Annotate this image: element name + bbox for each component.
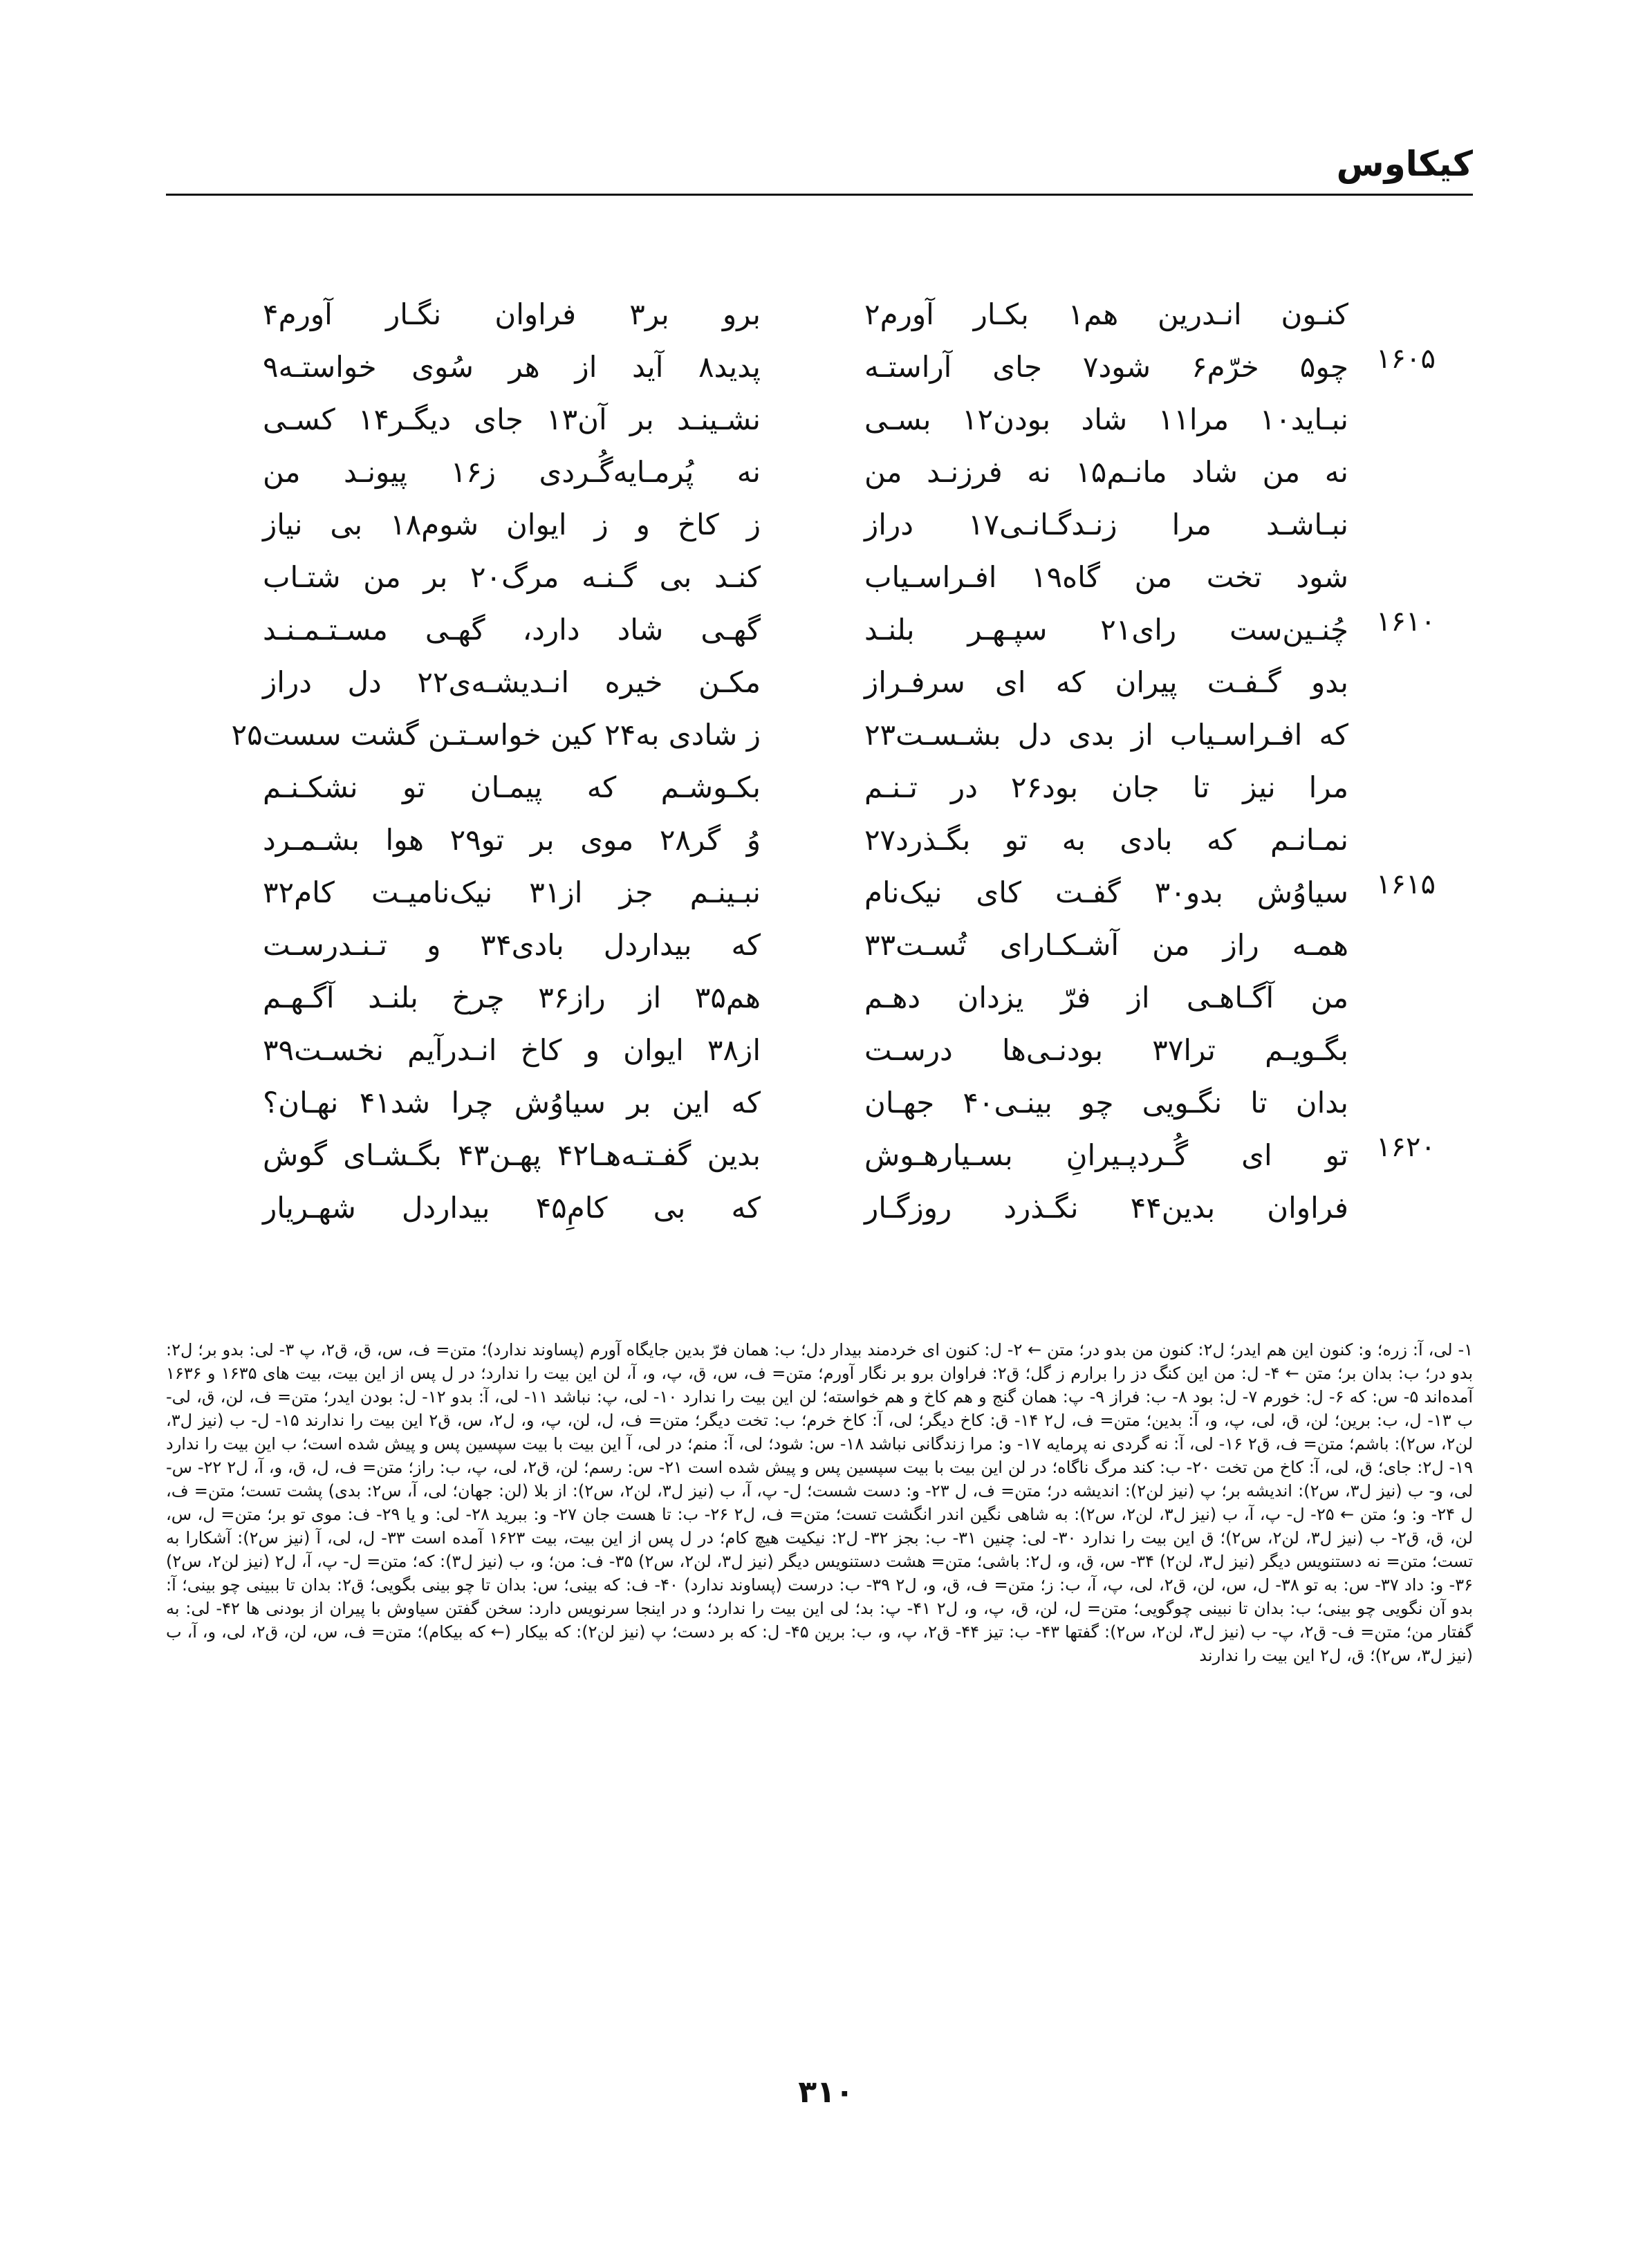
couplet [263,553,1452,602]
chapter-title: کیکاوس [1336,144,1473,184]
first-hemistich: که افـراسـیاب از بدی دل بشـسـت۲۳ [864,718,1348,752]
first-hemistich: نه من شاد مانـم۱۵ نه فرزنـد من [864,455,1348,489]
footnotes-text: ۱- لی، آ: زره؛ و: کنون این هم ایدر؛ ل۲: کنون من بدو در؛ متن ← ۲- ل: کنون ای خردمند بیدار دل؛ ب: همان فرّ بدین جایگاه آورم (پساوند ندارد)؛ متن= ف، س، ق، ق۲، پ ۳- لی: بدو بر؛ ل۲: بدو در؛ ب: بدان بر؛ متن ← ۴- ل: من این کنگ دز را برارم ز گل؛ ق۲: فراوان برو بر نگار آورم؛ متن= ف، س، ق، پ، و، آ، لن این بیت را ندارد؛ در ل پس از این بیت، بیت های ۱۶۳۵ و ۱۶۳۶ آمده‌اند ۵- س: که ۶- ل: خورم ۷- ل: بود ۸- ب: فراز ۹- پ: همان گنج و هم کاخ و هم خواسته؛ لن این بیت را ندارد ۱۰- لی، پ: نباشد ۱۱- لی، آ: بدو ۱۲- ل: بودن ایدر؛ متن= ف، لن، ق، لی- ب ۱۳- ل، ب: برین؛ لن، ق، لی، پ، و، آ: بدین؛ متن= ف، ل۲ ۱۴- ق: کاخ دیگر؛ لی، آ: کاخ خرم؛ ب: تخت دیگر؛ متن= ف، ل، لن، پ، و، ل۲، س، ق۲ این بیت را ندارند ۱۵- ل- ب (نیز ل۳، لن۲، س۲): باشم؛ متن= ف، ق۲ ۱۶- لی، آ: نه گردی نه پرمایه ۱۷- و: مرا زندگانی نباشد ۱۸- س: شود؛ لی، آ: منم؛ در لی، آ این بیت با بیت سپسین پس و پیش شده است؛ ب این بیت را ندارد ۱۹- ل۲: جای؛ ق، لی، آ: کاخ من تخت ۲۰- ب: کند مرگ ناگاه؛ در لن این بیت با بیت سپسین پس و پیش شده است ۲۱- س: رسم؛ لن، ق۲، لی، پ، ب: راز؛ متن= ف، ل، ق، و، آ، ل۲ ۲۲- س- لی، و- ب (نیز ل۳، س۲): اندیشه بر؛ پ (نیز لن۲): اندیشه در؛ متن= ف، ل ۲۳- و: دست شست؛ ل- پ، آ، ب (نیز ل۳، لن۲، س۲): از بلا (لن: جهان؛ لی، آ، س۲: بدی) پشت تست؛ متن= ف، ل ۲۴- و: و؛ متن ← ۲۵- ل- پ، آ، ب (نیز ل۳، لن۲، س۲): به شاهی نگین اندر انگشت تست؛ متن= ف، ل۲ ۲۶- ب: تا هست جان ۲۷- و: ببرید ۲۸- لی: و یا ۲۹- ف: موی تو بر؛ متن= ل، س، لن، ق، ق۲- ب (نیز ل۳، لن۲، س۲)؛ ق این بیت را ندارد ۳۰- لی: چنین ۳۱- ب: بجز ۳۲- ل۲: نیکیت هیچ کام؛ در ل پس از این بیت، بیت ۱۶۲۳ آمده است ۳۳- ل، لی، آ (نیز س۲): آشکارا به تست؛ متن= نه دستنویس دیگر (نیز ل۳، لن۲) ۳۴- س، ق، و، ل۲: باشی؛ متن= هشت دستنویس دیگر (نیز ل۳، لن۲، س۲) ۳۵- ف: من؛ و، ب (نیز ل۳): که؛ متن= ل- پ، آ، ل۲ (نیز لن۲، س۲) ۳۶- و: داد ۳۷- س: به تو ۳۸- ل، س، لن، ق۲، لی، پ، آ، ب: ز؛ متن= ف، ق، و، ل۲ ۳۹- ب: درست (پساوند ندارد) ۴۰- ف: که بینی؛ س: بدان تا چو بینی بگویی؛ ق۲: بدان تا ببینی چو بینی؛ آ: بدو آن نگویی چو بینی؛ ب: بدان تا نبینی چوگویی؛ متن= ل، لن، ق، پ، و، ل۲ ۴۱- پ: بد؛ لی این بیت را ندارد؛ و در اینجا سرنویس دارد: سخن گفتن سیاوش با پیران از بودنی ها ۴۲- لی: به گفتار من؛ متن= ف- ق۲، پ- ب (نیز ل۳، لن۲، س۲): گفتها ۴۳- ب: تیز ۴۴- ق۲، پ، و، ب: برین ۴۵- ل: که بر دست؛ پ (نیز لن۲): که بیکار (← که بیکام)؛ متن= ف، س، لن، ق۲، لی، و، آ، ب (نیز ل۳، س۲)؛ ق، ل۲ این بیت را ندارند [166,1340,1474,1665]
verse-number: ۱۶۱۵ [1376,869,1436,900]
second-hemistich: بکـوشـم که پیمـان تو نشکـنـم [263,770,761,804]
first-hemistich: نمـانـم که بادی به تو بگـذرد۲۷ [864,823,1348,857]
couplet [263,448,1452,496]
first-hemistich: بدو گـفـت پیران که ای سرفـراز [864,665,1348,699]
couplet [263,290,1452,339]
couplet [263,658,1452,707]
second-hemistich: نشـینـد بر آن۱۳ جای دیگـر۱۴ کسـی [263,402,761,436]
second-hemistich: نه پُرمـایه‌گُـردی ز۱۶ پیونـد من [263,455,761,489]
second-hemistich: بدین گفـتـه‌هـا۴۲ پهـن۴۳ بگـشـای گوش [263,1138,761,1172]
first-hemistich: همـه راز من آشـکـارای تُسـت۳۳ [864,928,1348,962]
second-hemistich: کنـد بی گـنـه مرگ۲۰ بر من شتـاب [263,560,761,594]
verse-number: ۱۶۲۰ [1376,1131,1436,1163]
first-hemistich: نبـاید۱۰ مرا۱۱ شاد بودن۱۲ بسـی [864,402,1348,436]
verse-number: ۱۶۱۰ [1376,606,1436,638]
second-hemistich: پدید۸ آید از هر سُوی خواستـه۹ [263,350,761,384]
first-hemistich: شود تخت من گاه۱۹ افـراسـیاب [864,560,1349,594]
first-hemistich: فراوان بدین۴۴ نگـذرد روزگـار [864,1191,1348,1225]
first-hemistich: تو ای گُـردپـیرانِ بسـیارهـوش [864,1138,1348,1172]
second-hemistich: ز شادی به۲۴ کین خواسـتـن گشت سست۲۵ [231,718,761,752]
first-hemistich: بگـویـم ترا۳۷ بودنـی‌ها درسـت [864,1033,1349,1067]
second-hemistich: از۳۸ ایوان و کاخ انـدرآیم نخسـت۳۹ [263,1033,761,1067]
couplet [263,1131,1452,1180]
first-hemistich: مرا نیز تا جان بود۲۶ در تـنـم [864,770,1348,804]
couplet [263,606,1452,654]
couplet [231,711,1452,759]
first-hemistich: کنـون انـدرین هم۱ بکـار آورم۲ [864,297,1348,331]
second-hemistich: برو بر۳ فراوان نگـار آورم۴ [263,297,761,331]
verse-number: ۱۶۰۵ [1376,343,1436,375]
page-header [166,138,1473,196]
second-hemistich: که بی کامِ۴۵ بیداردل شهـریار [263,1191,761,1225]
couplet [263,921,1452,969]
poem-body [231,290,1452,1245]
couplet [263,343,1452,391]
second-hemistich: که بیداردل بادی۳۴ و تـنـدرسـت [263,928,761,962]
page-number: ۳۱۰ [798,2075,854,2110]
first-hemistich: من آگـاهـی از فرّ یزدان دهـم [864,981,1348,1014]
couplet [263,974,1452,1022]
first-hemistich: چُنـین‌ست رای۲۱ سپـهـر بلنـد [864,613,1349,647]
couplet [263,816,1452,864]
couplet [263,1079,1452,1127]
couplet [263,501,1452,549]
second-hemistich: نبـینـم جز از۳۱ نیک‌نامیـت کام۳۲ [263,875,761,909]
first-hemistich: بدان تا نگـویی چو بینـی۴۰ جهـان [864,1086,1348,1120]
couplet [263,1184,1452,1232]
second-hemistich: ز کاخ و ز ایوان شوم۱۸ بی نیاز [263,508,761,541]
second-hemistich: وُ گر۲۸ موی بر تو۲۹ هوا بشـمـرد [263,823,761,857]
couplet [263,396,1452,444]
second-hemistich: که این بر سیاوُش چرا شد۴۱ نهـان؟ [263,1086,761,1120]
second-hemistich: گهـی شاد دارد، گهـی مسـتـمـنـد [263,613,761,647]
footnotes [166,1338,1473,2043]
second-hemistich: هم۳۵ از راز۳۶ چرخ بلنـد آگـهـم [263,981,761,1014]
first-hemistich: چو۵ خرّم۶ شود۷ جای آراستـه [864,350,1348,384]
first-hemistich: نبـاشـد مرا زنـدگـانـی۱۷ دراز [864,508,1348,541]
second-hemistich: مکـن خیره انـدیشـه‌ی۲۲ دل دراز [263,665,761,699]
couplet [263,1026,1452,1075]
couplet [263,869,1452,917]
first-hemistich: سیاوُش بدو۳۰ گفـت کای نیک‌نام [864,875,1348,909]
couplet [263,763,1452,812]
